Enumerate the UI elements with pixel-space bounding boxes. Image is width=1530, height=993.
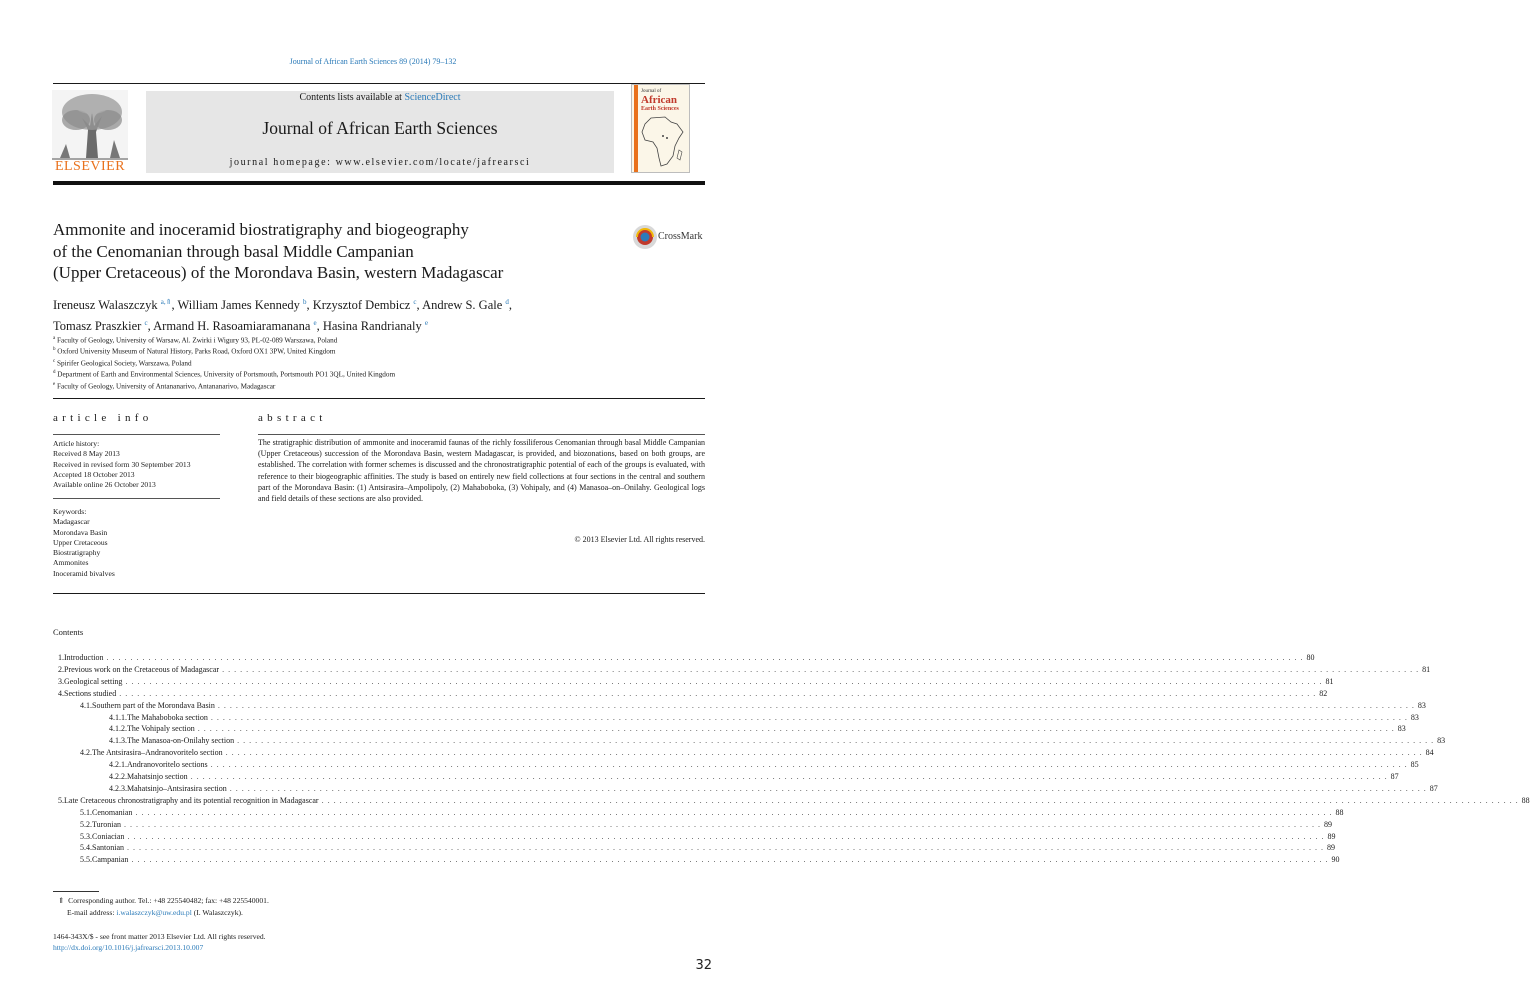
toc-title[interactable]: Andranovoritelo sections (127, 760, 208, 770)
toc-entry[interactable] (58, 676, 1334, 688)
toc-leader-dots: . . . . . . . . . . . . . . . . . . . . . . . . . . . . . . . . . . . . . . . . . . . . . . . . . . . . . . . . . . . . . . . . . . . . . . . . . . . . . . . . . . . . . . . . . . . . . . . . . . . . . . . . . . . . . . . . . . . . . . . . . . . . . . . . . . . . . . . . . . . . . . . . . . . . . . . . . . . . . . . . . . . . . . . . . . . . . . . . . . . . . . . . . . . . . . . . . . . . . . . . (119, 688, 1317, 698)
toc-title[interactable]: The Antsirasira–Andranovoritelo section (92, 748, 223, 758)
toc-leader-dots: . . . . . . . . . . . . . . . . . . . . . . . . . . . . . . . . . . . . . . . . . . . . . . . . . . . . . . . . . . . . . . . . . . . . . . . . . . . . . . . . . . . . . . . . . . . . . . . . . . . . . . . . . . . . . . . . . . . . . . . . . . . . . . . . . . . . . . . . . . . . . . . . . . . . . . . . . . . . . . . . . . . . . . . . . . . . . . . . . . . . . . . . . . . . . . . . . . . . . . . . (225, 748, 1423, 758)
doi-link[interactable]: http://dx.doi.org/10.1016/j.jafrearsci.2013.10.007 (53, 943, 204, 952)
elsevier-logo (52, 90, 128, 176)
toc-page-number: 82 (1319, 688, 1328, 698)
toc-leader-dots: . . . . . . . . . . . . . . . . . . . . . . . . . . . . . . . . . . . . . . . . . . . . . . . . . . . . . . . . . . . . . . . . . . . . . . . . . . . . . . . . . . . . . . . . . . . . . . . . . . . . . . . . . . . . . . . . . . . . . . . . . . . . . . . . . . . . . . . . . . . . . . . . . . . . . . . . . . . . . . . . . . . . . . . . . . . . . . . . . . . . . . . . . . . . . . . . . . . . . . . . (197, 724, 1395, 734)
toc-number: 5.3. (80, 831, 92, 841)
toc-page-number: 80 (1306, 653, 1315, 662)
toc-leader-dots: . . . . . . . . . . . . . . . . . . . . . . . . . . . . . . . . . . . . . . . . . . . . . . . . . . . . . . . . . . . . . . . . . . . . . . . . . . . . . . . . . . . . . . . . . . . . . . . . . . . . . . . . . . . . . . . . . . . . . . . . . . . . . . . . . . . . . . . . . . . . . . . . . . . . . . . . . . . . . . . . . . . . . . . . . . . . . . . . . . . . . . . . . . . . . . . . . . . . . . . . (124, 819, 1322, 829)
toc-number: 5.2. (80, 819, 92, 829)
toc-leader-dots: . . . . . . . . . . . . . . . . . . . . . . . . . . . . . . . . . . . . . . . . . . . . . . . . . . . . . . . . . . . . . . . . . . . . . . . . . . . . . . . . . . . . . . . . . . . . . . . . . . . . . . . . . . . . . . . . . . . . . . . . . . . . . . . . . . . . . . . . . . . . . . . . . . . . . . . . . . . . . . . . . . . . . . . . . . . . . . . . . . . . . . . . . . . . . . . . . . . . . . . . (321, 795, 1519, 805)
author-name[interactable]: Andrew S. Gale (422, 298, 503, 313)
article-title: Ammonite and inoceramid biostratigraphy and biogeography of the Cenomanian through basal Middle Campanian (Upper Cretaceous) of the Morondava Basin, western Madagascar (53, 220, 504, 282)
toc-number: 4.1.1. (109, 712, 127, 722)
cover-title-line-3: Earth Sciences (641, 106, 679, 112)
page-number: 32 (695, 958, 712, 973)
toc-page-number: 89 (1324, 819, 1333, 829)
toc-title[interactable]: Previous work on the Cretaceous of Madagascar (64, 664, 220, 674)
email-note: E-mail address: i.walaszczyk@uw.edu.pl (I. Walaszczyk). (67, 908, 243, 917)
affiliation-item: $^d$ Department of Earth and Environmental Sciences, University of Portsmouth, Portsmouth PO1 3QL, United Kingdom (53, 370, 396, 379)
toc-page-number: 83 (1410, 712, 1419, 722)
author-name[interactable]: Ireneusz Walaszczyk (53, 298, 158, 313)
toc-title[interactable]: Turonian (92, 819, 122, 829)
author-name[interactable]: Armand H. Rasoamiaramanana (153, 319, 311, 334)
journal-citation[interactable]: Journal of African Earth Sciences 89 (2014) 79–132 (289, 57, 457, 66)
affiliation-item: $^e$ Faculty of Geology, University of Antananarivo, Antananarivo, Madagascar (53, 381, 276, 391)
toc-page-number: 88 (1335, 807, 1344, 817)
toc-number: 1. (58, 653, 64, 662)
toc-page-number: 85 (1410, 760, 1419, 770)
toc-leader-dots: . . . . . . . . . . . . . . . . . . . . . . . . . . . . . . . . . . . . . . . . . . . . . . . . . . . . . . . . . . . . . . . . . . . . . . . . . . . . . . . . . . . . . . . . . . . . . . . . . . . . . . . . . . . . . . . . . . . . . . . . . . . . . . . . . . . . . . . . . . . . . . . . . . . . . . . . . . . . . . . . . . . . . . . . . . . . . . . . . . . . . . . . . . . . . . . . . . . . . . . . (217, 700, 1415, 710)
crossmark-label: CrossMark (658, 231, 703, 242)
author-name[interactable]: Hasina Randrianaly (322, 319, 422, 334)
toc-leader-dots: . . . . . . . . . . . . . . . . . . . . . . . . . . . . . . . . . . . . . . . . . . . . . . . . . . . . . . . . . . . . . . . . . . . . . . . . . . . . . . . . . . . . . . . . . . . . . . . . . . . . . . . . . . . . . . . . . . . . . . . . . . . . . . . . . . . . . . . . . . . . . . . . . . . . . . . . . . . . . . . . . . . . . . . . . . . . . . . . . . . . . . . . . . . . . . . . . . . . . . . . (127, 843, 1324, 853)
info-rule (53, 434, 220, 435)
toc-entry[interactable] (58, 664, 1431, 676)
crossmark-badge[interactable] (632, 223, 708, 251)
toc-page-number: 89 (1327, 831, 1336, 841)
author-list: Ireneusz Walaszczyk $^{a,⇑}$, William James Kennedy $^b$, Krzysztof Dembicz $^c$, Andrew S. Gale $^d$, Tomasz Praszkier $^c$, Armand H. Rasoamiaramanana $^e$, Hasina Randrianaly $^e$ (53, 298, 513, 334)
toc-leader-dots: . . . . . . . . . . . . . . . . . . . . . . . . . . . . . . . . . . . . . . . . . . . . . . . . . . . . . . . . . . . . . . . . . . . . . . . . . . . . . . . . . . . . . . . . . . . . . . . . . . . . . . . . . . . . . . . . . . . . . . . . . . . . . . . . . . . . . . . . . . . . . . . . . . . . . . . . . . . . . . . . . . . . . . . . . . . . . . . . . . . . . . . . . . . . . . . . . . . . . . . . (237, 736, 1435, 746)
toc-page-number: 84 (1425, 748, 1434, 758)
toc-entry[interactable] (58, 854, 1340, 866)
header-bottom-rule (53, 181, 705, 185)
article-history: Article history: Received 8 May 2013 Received in revised form 30 September 2013 Accepted 18 October 2013 Available online 26 October 2013 (53, 439, 191, 490)
toc-entry[interactable] (58, 712, 1419, 724)
toc-leader-dots: . . . . . . . . . . . . . . . . . . . . . . . . . . . . . . . . . . . . . . . . . . . . . . . . . . . . . . . . . . . . . . . . . . . . . . . . . . . . . . . . . . . . . . . . . . . . . . . . . . . . . . . . . . . . . . . . . . . . . . . . . . . . . . . . . . . . . . . . . . . . . . . . . . . . . . . . . . . . . . . . . . . . . . . . . . . . . . . . . . . . . . . . . . . . . . . . . . . . . . . . (229, 783, 1427, 793)
toc-entry[interactable] (58, 652, 1315, 664)
toc-title[interactable]: Mahatsinjo–Antsirasira section (127, 783, 227, 793)
email-link[interactable]: i.walaszczyk@uw.edu.pl (116, 908, 192, 917)
toc-entry[interactable] (58, 723, 1406, 735)
affiliation-item: $^a$ Faculty of Geology, University of Warsaw, Al. Zwirki i Wigury 93, PL-02-089 Warszawa, Poland (53, 336, 338, 345)
toc-number: 4.2. (80, 748, 92, 758)
toc-number: 4.2.3. (109, 783, 127, 793)
toc-title[interactable]: Introduction (64, 653, 104, 662)
abstract-copyright: © 2013 Elsevier Ltd. All rights reserved. (574, 535, 705, 544)
toc-leader-dots: . . . . . . . . . . . . . . . . . . . . . . . . . . . . . . . . . . . . . . . . . . . . . . . . . . . . . . . . . . . . . . . . . . . . . . . . . . . . . . . . . . . . . . . . . . . . . . . . . . . . . . . . . . . . . . . . . . . . . . . . . . . . . . . . . . . . . . . . . . . . . . . . . . . . . . . . . . . . . . . . . . . . . . . . . . . . . . . . . . . . . . . . . . . . . . . . . . . . . . . . (135, 807, 1333, 817)
toc-number: 2. (58, 664, 64, 674)
toc-page-number: 89 (1327, 843, 1335, 853)
keyword: Upper Cretaceous (53, 537, 108, 547)
toc-entry[interactable] (58, 747, 1434, 759)
issn-line: 1464-343X/$ - see front matter 2013 Elsevier Ltd. All rights reserved. (53, 932, 266, 941)
toc-number: 4.1.2. (109, 724, 127, 734)
toc-leader-dots: . . . . . . . . . . . . . . . . . . . . . . . . . . . . . . . . . . . . . . . . . . . . . . . . . . . . . . . . . . . . . . . . . . . . . . . . . . . . . . . . . . . . . . . . . . . . . . . . . . . . . . . . . . . . . . . . . . . . . . . . . . . . . . . . . . . . . . . . . . . . . . . . . . . . . . . . . . . . . . . . . . . . . . . . . . . . . . . . . . . . . . . . . . . . . . . . . . . . . . . . (131, 855, 1329, 865)
toc-entry[interactable] (58, 831, 1336, 843)
toc-number: 5.5. (80, 855, 92, 865)
toc-entry[interactable] (58, 735, 1446, 747)
abstract-text: The stratigraphic distribution of ammonite and inoceramid faunas of the richly fossiliferous Cenomanian through basal Middle Campanian (Upper Cretaceous) succession of the Morondava Basin, western Madagascar, is provided, and biozonations, based on both groups, are established. The correlation with former schemes is discussed and the chronostratigraphic potential of each of the groups is evaluated, with reference to their biogeographic affinities. The study is based on entirely new field collections at four sections in the central and southern part of the Morondava Basin: (1) Antsirasira–Ampolipoly, (2) Mahaboboka, (3) Vohipaly, and (4) Manasoa–on–Onilahy. Geological logs and field details of these sections are also provided. (258, 438, 705, 504)
toc-page-number: 83 (1397, 724, 1406, 734)
affiliations (53, 334, 713, 391)
toc-title[interactable]: Coniacian (92, 831, 125, 841)
footnote-rule (53, 891, 99, 892)
article-info-heading: article info (53, 412, 153, 424)
abstract-heading: abstract (258, 412, 327, 424)
keyword: Inoceramid bivalves (53, 568, 115, 578)
toc-page-number: 83 (1417, 700, 1426, 710)
sciencedirect-link[interactable]: ScienceDirect (404, 92, 461, 103)
toc-page-number: 90 (1331, 855, 1340, 865)
toc-leader-dots: . . . . . . . . . . . . . . . . . . . . . . . . . . . . . . . . . . . . . . . . . . . . . . . . . . . . . . . . . . . . . . . . . . . . . . . . . . . . . . . . . . . . . . . . . . . . . . . . . . . . . . . . . . . . . . . . . . . . . . . . . . . . . . . . . . . . . . . . . . . . . . . . . . . . . . . . . . . . . . . . . . . . . . . . . . . . . . . . . . . . . . . . . . . . . . . . . . . . . . . . (106, 653, 1304, 662)
toc-title[interactable]: Santonian (92, 843, 124, 853)
contents-available-line: Contents lists available at ScienceDirect (299, 92, 461, 103)
toc-number: 4.2.1. (109, 760, 127, 770)
keywords: Keywords: Madagascar Morondava Basin Upper Cretaceous Biostratigraphy Ammonites Inoceramid bivalves (53, 507, 223, 579)
toc-entry[interactable] (58, 842, 1335, 854)
keyword: Ammonites (53, 558, 89, 568)
journal-homepage[interactable]: journal homepage: www.elsevier.com/locate/jafrearsci (229, 157, 531, 168)
toc-page-number: 81 (1422, 664, 1431, 674)
info-top-rule (53, 398, 705, 399)
toc-leader-dots: . . . . . . . . . . . . . . . . . . . . . . . . . . . . . . . . . . . . . . . . . . . . . . . . . . . . . . . . . . . . . . . . . . . . . . . . . . . . . . . . . . . . . . . . . . . . . . . . . . . . . . . . . . . . . . . . . . . . . . . . . . . . . . . . . . . . . . . . . . . . . . . . . . . . . . . . . . . . . . . . . . . . . . . . . . . . . . . . . . . . . . . . . . . . . . . . . . . . . . . . (190, 772, 1388, 781)
toc-page-number: 87 (1429, 783, 1438, 793)
keyword: Biostratigraphy (53, 548, 101, 558)
cover-title-line-1: Journal of (641, 89, 662, 94)
crossmark-icon (632, 224, 658, 250)
toc-leader-dots: . . . . . . . . . . . . . . . . . . . . . . . . . . . . . . . . . . . . . . . . . . . . . . . . . . . . . . . . . . . . . . . . . . . . . . . . . . . . . . . . . . . . . . . . . . . . . . . . . . . . . . . . . . . . . . . . . . . . . . . . . . . . . . . . . . . . . . . . . . . . . . . . . . . . . . . . . . . . . . . . . . . . . . . . . . . . . . . . . . . . . . . . . . . . . . . . . . . . . . . . (222, 664, 1420, 674)
toc-title[interactable]: Cenomanian (92, 807, 133, 817)
toc-leader-dots: . . . . . . . . . . . . . . . . . . . . . . . . . . . . . . . . . . . . . . . . . . . . . . . . . . . . . . . . . . . . . . . . . . . . . . . . . . . . . . . . . . . . . . . . . . . . . . . . . . . . . . . . . . . . . . . . . . . . . . . . . . . . . . . . . . . . . . . . . . . . . . . . . . . . . . . . . . . . . . . . . . . . . . . . . . . . . . . . . . . . . . . . . . . . . . . . . . . . . . . . (127, 831, 1325, 841)
toc-number: 4.1. (80, 700, 92, 710)
toc-entry[interactable] (58, 807, 1344, 819)
keyword: Morondava Basin (53, 527, 108, 537)
cover-title-line-2: African (641, 94, 678, 106)
toc-number: 4.1.3. (109, 736, 127, 746)
toc-entry[interactable] (58, 700, 1426, 712)
toc-page-number: 81 (1325, 676, 1334, 686)
affiliation-item: $^c$ Spirifer Geological Society, Warszawa, Poland (53, 358, 192, 368)
toc-entry[interactable] (58, 688, 1328, 700)
info-bottom-rule (53, 593, 705, 594)
author-name[interactable]: Krzysztof Dembicz (312, 298, 411, 313)
toc-entry[interactable] (58, 819, 1333, 831)
author-name[interactable]: Tomasz Praszkier (53, 319, 142, 334)
toc-title[interactable]: Campanian (92, 855, 129, 865)
toc-number: 4. (58, 688, 64, 698)
toc-title[interactable]: Late Cretaceous chronostratigraphy and its potential recognition in Madagascar (64, 795, 319, 805)
author-name[interactable]: William James Kennedy (177, 298, 300, 313)
africa-map-icon (641, 116, 685, 168)
toc-leader-dots: . . . . . . . . . . . . . . . . . . . . . . . . . . . . . . . . . . . . . . . . . . . . . . . . . . . . . . . . . . . . . . . . . . . . . . . . . . . . . . . . . . . . . . . . . . . . . . . . . . . . . . . . . . . . . . . . . . . . . . . . . . . . . . . . . . . . . . . . . . . . . . . . . . . . . . . . . . . . . . . . . . . . . . . . . . . . . . . . . . . . . . . . . . . . . . . . . . . . . . . . (125, 676, 1323, 686)
toc-leader-dots: . . . . . . . . . . . . . . . . . . . . . . . . . . . . . . . . . . . . . . . . . . . . . . . . . . . . . . . . . . . . . . . . . . . . . . . . . . . . . . . . . . . . . . . . . . . . . . . . . . . . . . . . . . . . . . . . . . . . . . . . . . . . . . . . . . . . . . . . . . . . . . . . . . . . . . . . . . . . . . . . . . . . . . . . . . . . . . . . . . . . . . . . . . . . . . . . . . . . . . . . (210, 712, 1408, 722)
toc-title[interactable]: The Manasoa-on-Onilahy section (127, 736, 235, 746)
toc-entry[interactable] (58, 795, 1530, 807)
toc-title[interactable]: Geological setting (64, 676, 123, 686)
toc-entry[interactable] (58, 771, 1399, 783)
journal-name: Journal of African Earth Sciences (262, 118, 498, 138)
toc-leader-dots: . . . . . . . . . . . . . . . . . . . . . . . . . . . . . . . . . . . . . . . . . . . . . . . . . . . . . . . . . . . . . . . . . . . . . . . . . . . . . . . . . . . . . . . . . . . . . . . . . . . . . . . . . . . . . . . . . . . . . . . . . . . . . . . . . . . . . . . . . . . . . . . . . . . . . . . . . . . . . . . . . . . . . . . . . . . . . . . . . . . . . . . . . . . . . . . . . . . . . . . . (210, 760, 1408, 770)
contents-heading: Contents (53, 627, 84, 637)
toc-entry[interactable] (58, 759, 1419, 771)
header-top-rule (53, 83, 705, 84)
toc-title[interactable]: Mahatsinjo section (127, 772, 188, 781)
toc-page-number: 83 (1437, 736, 1446, 746)
journal-cover (631, 84, 690, 173)
history-rule (53, 498, 220, 499)
keyword: Madagascar (53, 517, 90, 527)
affiliation-item: $^b$ Oxford University Museum of Natural History, Parks Road, Oxford OX1 3PW, United Kingdom (53, 347, 336, 356)
toc-number: 4.2.2. (109, 772, 127, 781)
toc-title[interactable]: The Mahaboboka section (127, 712, 208, 722)
toc-number: 5.1. (80, 807, 92, 817)
toc-entry[interactable] (58, 783, 1438, 795)
toc-number: 3. (58, 676, 64, 686)
abstract-rule (258, 434, 705, 435)
corresponding-author-note: ⇑ Corresponding author. Tel.: +48 225540482; fax: +48 225540001. (58, 896, 269, 905)
toc-page-number: 87 (1390, 772, 1399, 781)
toc-title[interactable]: Southern part of the Morondava Basin (92, 700, 215, 710)
toc-page-number: 88 (1521, 795, 1530, 805)
toc-number: 5.4. (80, 843, 92, 853)
toc-number: 5. (58, 795, 64, 805)
publisher-name: ELSEVIER (54, 159, 126, 174)
toc-title[interactable]: Sections studied (64, 688, 117, 698)
toc-title[interactable]: The Vohipaly section (127, 724, 195, 734)
cover-spine-stripe (634, 85, 638, 172)
